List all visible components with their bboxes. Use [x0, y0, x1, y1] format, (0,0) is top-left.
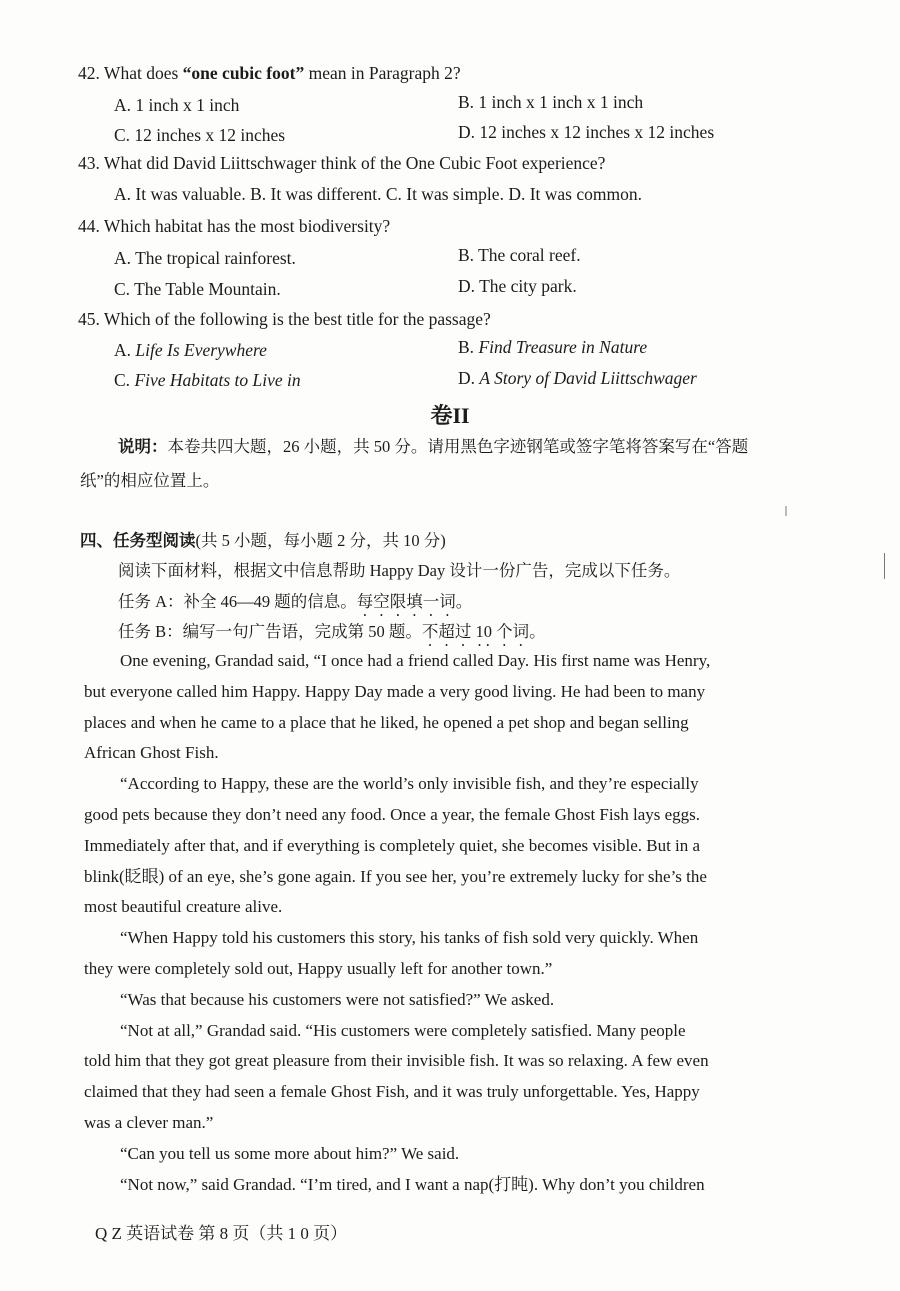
page-edge-mark: [884, 553, 885, 579]
option-text: Life Is Everywhere: [135, 340, 267, 360]
section-title: 四、任务型阅读: [80, 531, 196, 550]
task-a: [118, 591, 472, 620]
q42-option-d: D. 12 inches x 12 inches x 12 inches: [458, 122, 715, 142]
passage-line: good pets because they don’t need any food. Once a year, the female Ghost Fish lays eggs.: [84, 804, 701, 824]
q43-options: A. It was valuable. B. It was different. C. It was simple. D. It was common.: [114, 184, 642, 204]
q44-option-d: D. The city park.: [458, 276, 577, 296]
section-intro: 阅读下面材料，根据文中信息帮助 Happy Day 设计一份广告，完成以下任务。: [118, 561, 681, 580]
option-letter: C.: [114, 370, 135, 390]
question-42-stem: [78, 62, 461, 84]
question-45-stem: 45. Which of the following is the best title for the passage?: [78, 309, 491, 329]
note-line-1: [118, 436, 748, 458]
task-b-text: 任务 B：编写一句广告语，完成第 50 题。: [118, 622, 422, 641]
scan-mark: [785, 506, 787, 516]
passage: [84, 646, 850, 1200]
option-letter: D.: [458, 368, 480, 388]
passage-line: “Not at all,” Grandad said. “His customers were completely satisfied. Many people: [120, 1020, 686, 1040]
question-43-stem: 43. What did David Liittschwager think of the One Cubic Foot experience?: [78, 153, 606, 173]
option-text: Five Habitats to Live in: [134, 370, 301, 390]
passage-line: “According to Happy, these are the world’s only invisible fish, and they’re especially: [120, 774, 699, 794]
task-b-emphasis: 不超过 10 个词: [421, 622, 530, 641]
note-line-2: 纸”的相应位置上。: [80, 471, 220, 490]
q42-option-a: A. 1 inch x 1 inch: [114, 95, 240, 115]
part-title: 卷II: [430, 403, 470, 428]
passage-line: but everyone called him Happy. Happy Day made a very good living. He had been to many: [84, 681, 706, 701]
task-b-end: 。: [529, 622, 546, 641]
stem-text: 42. What does: [78, 63, 183, 83]
task-a-text: 任务 A：补全 46—49 题的信息。: [118, 592, 357, 611]
passage-line: “Was that because his customers were not satisfied?” We asked.: [120, 989, 555, 1009]
task-a-emphasis: 每空限填一词: [356, 592, 456, 611]
passage-line: blink(眨眼) of an eye, she’s gone again. If you see her, you’re extremely lucky for she’s the: [84, 866, 707, 886]
option-text: A Story of David Liittschwager: [479, 368, 697, 388]
note-label: 说明：: [118, 437, 168, 456]
passage-line: “Not now,” said Grandad. “I’m tired, and I want a nap(打盹). Why don’t you children: [120, 1174, 705, 1194]
stem-text: mean in Paragraph 2?: [304, 63, 461, 83]
q45-option-a: [114, 339, 267, 361]
passage-line: places and when he came to a place that he liked, he opened a pet shop and began selling: [84, 712, 689, 732]
passage-line: African Ghost Fish.: [84, 743, 219, 763]
passage-line: claimed that they had seen a female Ghost Fish, and it was truly unforgettable. Yes, Happy: [84, 1082, 700, 1102]
passage-line: “When Happy told his customers this story, his tanks of fish sold very quickly. When: [120, 928, 699, 948]
note-text: 本卷共四大题，26 小题，共 50 分。请用黑色字迹钢笔或签字笔将答案写在“答题: [167, 437, 749, 456]
option-text: Find Treasure in Nature: [478, 337, 648, 357]
passage-line: told him that they got great pleasure from their invisible fish. It was so relaxing. A few even: [84, 1051, 709, 1071]
option-letter: A.: [114, 340, 136, 360]
passage-line: was a clever man.”: [84, 1112, 214, 1132]
stem-bold-text: “one cubic foot”: [182, 63, 305, 83]
q42-option-c: C. 12 inches x 12 inches: [114, 125, 286, 145]
passage-line: One evening, Grandad said, “I once had a friend called Day. His first name was Henry,: [120, 651, 711, 670]
passage-line: they were completely sold out, Happy usually left for another town.”: [84, 958, 553, 978]
page-footer: Q Z 英语试卷 第 8 页（共 1 0 页）: [95, 1224, 348, 1243]
q45-option-c: [114, 369, 301, 391]
passage-line: most beautiful creature alive.: [84, 897, 283, 917]
q45-option-b: [458, 336, 647, 358]
section-detail: (共 5 小题，每小题 2 分，共 10 分): [195, 531, 446, 550]
question-44-stem: 44. Which habitat has the most biodiversity?: [78, 216, 391, 236]
q44-option-c: C. The Table Mountain.: [114, 279, 281, 299]
passage-line: “Can you tell us some more about him?” We said.: [120, 1143, 460, 1163]
task-a-end: 。: [455, 592, 473, 611]
passage-line: Immediately after that, and if everything is completely quiet, she becomes visible. But in a: [84, 835, 701, 855]
option-letter: B.: [458, 337, 479, 357]
q45-option-d: [458, 367, 697, 389]
section-heading: [80, 530, 446, 552]
q42-option-b: B. 1 inch x 1 inch x 1 inch: [458, 92, 644, 112]
q44-option-a: A. The tropical rainforest.: [114, 248, 296, 268]
q44-option-b: B. The coral reef.: [458, 245, 581, 265]
